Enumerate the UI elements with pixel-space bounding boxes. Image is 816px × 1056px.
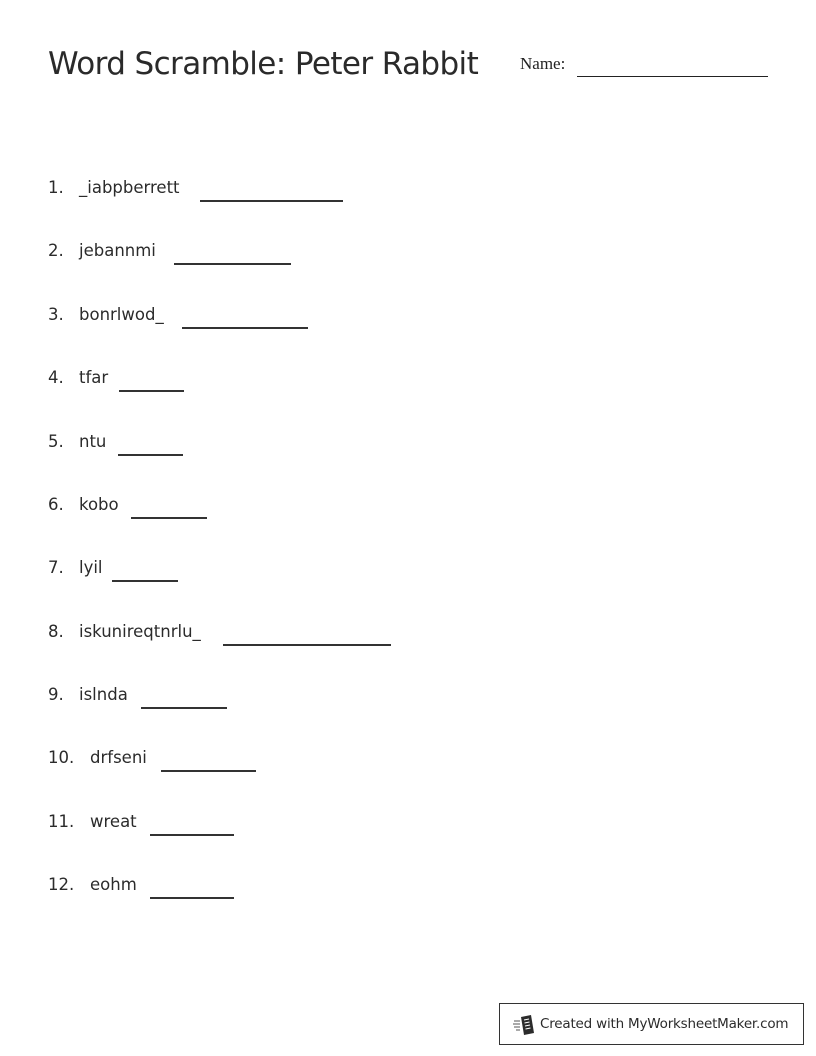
scrambled-word: eohm — [90, 875, 137, 894]
scrambled-word: ntu — [79, 432, 107, 451]
answer-line[interactable] — [182, 327, 308, 329]
scrambled-word: drfseni — [90, 748, 147, 767]
answer-line[interactable] — [118, 454, 183, 456]
footer-credit-text: Created with MyWorksheetMaker.com — [540, 1016, 789, 1032]
scrambled-word: iskunireqtnrlu_ — [79, 622, 201, 641]
scrambled-word: islnda — [79, 685, 128, 704]
name-label: Name: — [520, 54, 566, 73]
item-number: 8. — [48, 622, 64, 641]
answer-line[interactable] — [223, 644, 391, 646]
scrambled-word: bonrlwod_ — [79, 305, 164, 324]
item-number: 5. — [48, 432, 64, 451]
answer-line[interactable] — [150, 897, 234, 899]
page-title: Word Scramble: Peter Rabbit — [48, 46, 479, 82]
answer-line[interactable] — [150, 834, 234, 836]
answer-line[interactable] — [161, 770, 256, 772]
answer-line[interactable] — [119, 390, 184, 392]
scrambled-word: _iabpberrett — [79, 178, 180, 197]
item-number: 4. — [48, 368, 64, 387]
item-number: 12. — [48, 875, 75, 894]
scrambled-word: jebannmi — [79, 241, 156, 260]
item-number: 10. — [48, 748, 75, 767]
answer-line[interactable] — [131, 517, 207, 519]
item-number: 11. — [48, 812, 75, 831]
item-number: 7. — [48, 558, 64, 577]
scrambled-word: tfar — [79, 368, 109, 387]
item-number: 6. — [48, 495, 64, 514]
item-number: 2. — [48, 241, 64, 260]
item-number: 1. — [48, 178, 64, 197]
item-number: 9. — [48, 685, 64, 704]
name-field-line[interactable] — [577, 76, 768, 77]
answer-line[interactable] — [174, 263, 291, 265]
footer-badge[interactable] — [499, 1003, 804, 1045]
answer-line[interactable] — [200, 200, 343, 202]
answer-line[interactable] — [112, 580, 178, 582]
scrambled-word: kobo — [79, 495, 119, 514]
scrambled-word: wreat — [90, 812, 137, 831]
scrambled-word: lyil — [79, 558, 103, 577]
worksheet-maker-logo-icon — [513, 1014, 535, 1036]
item-number: 3. — [48, 305, 64, 324]
answer-line[interactable] — [141, 707, 227, 709]
